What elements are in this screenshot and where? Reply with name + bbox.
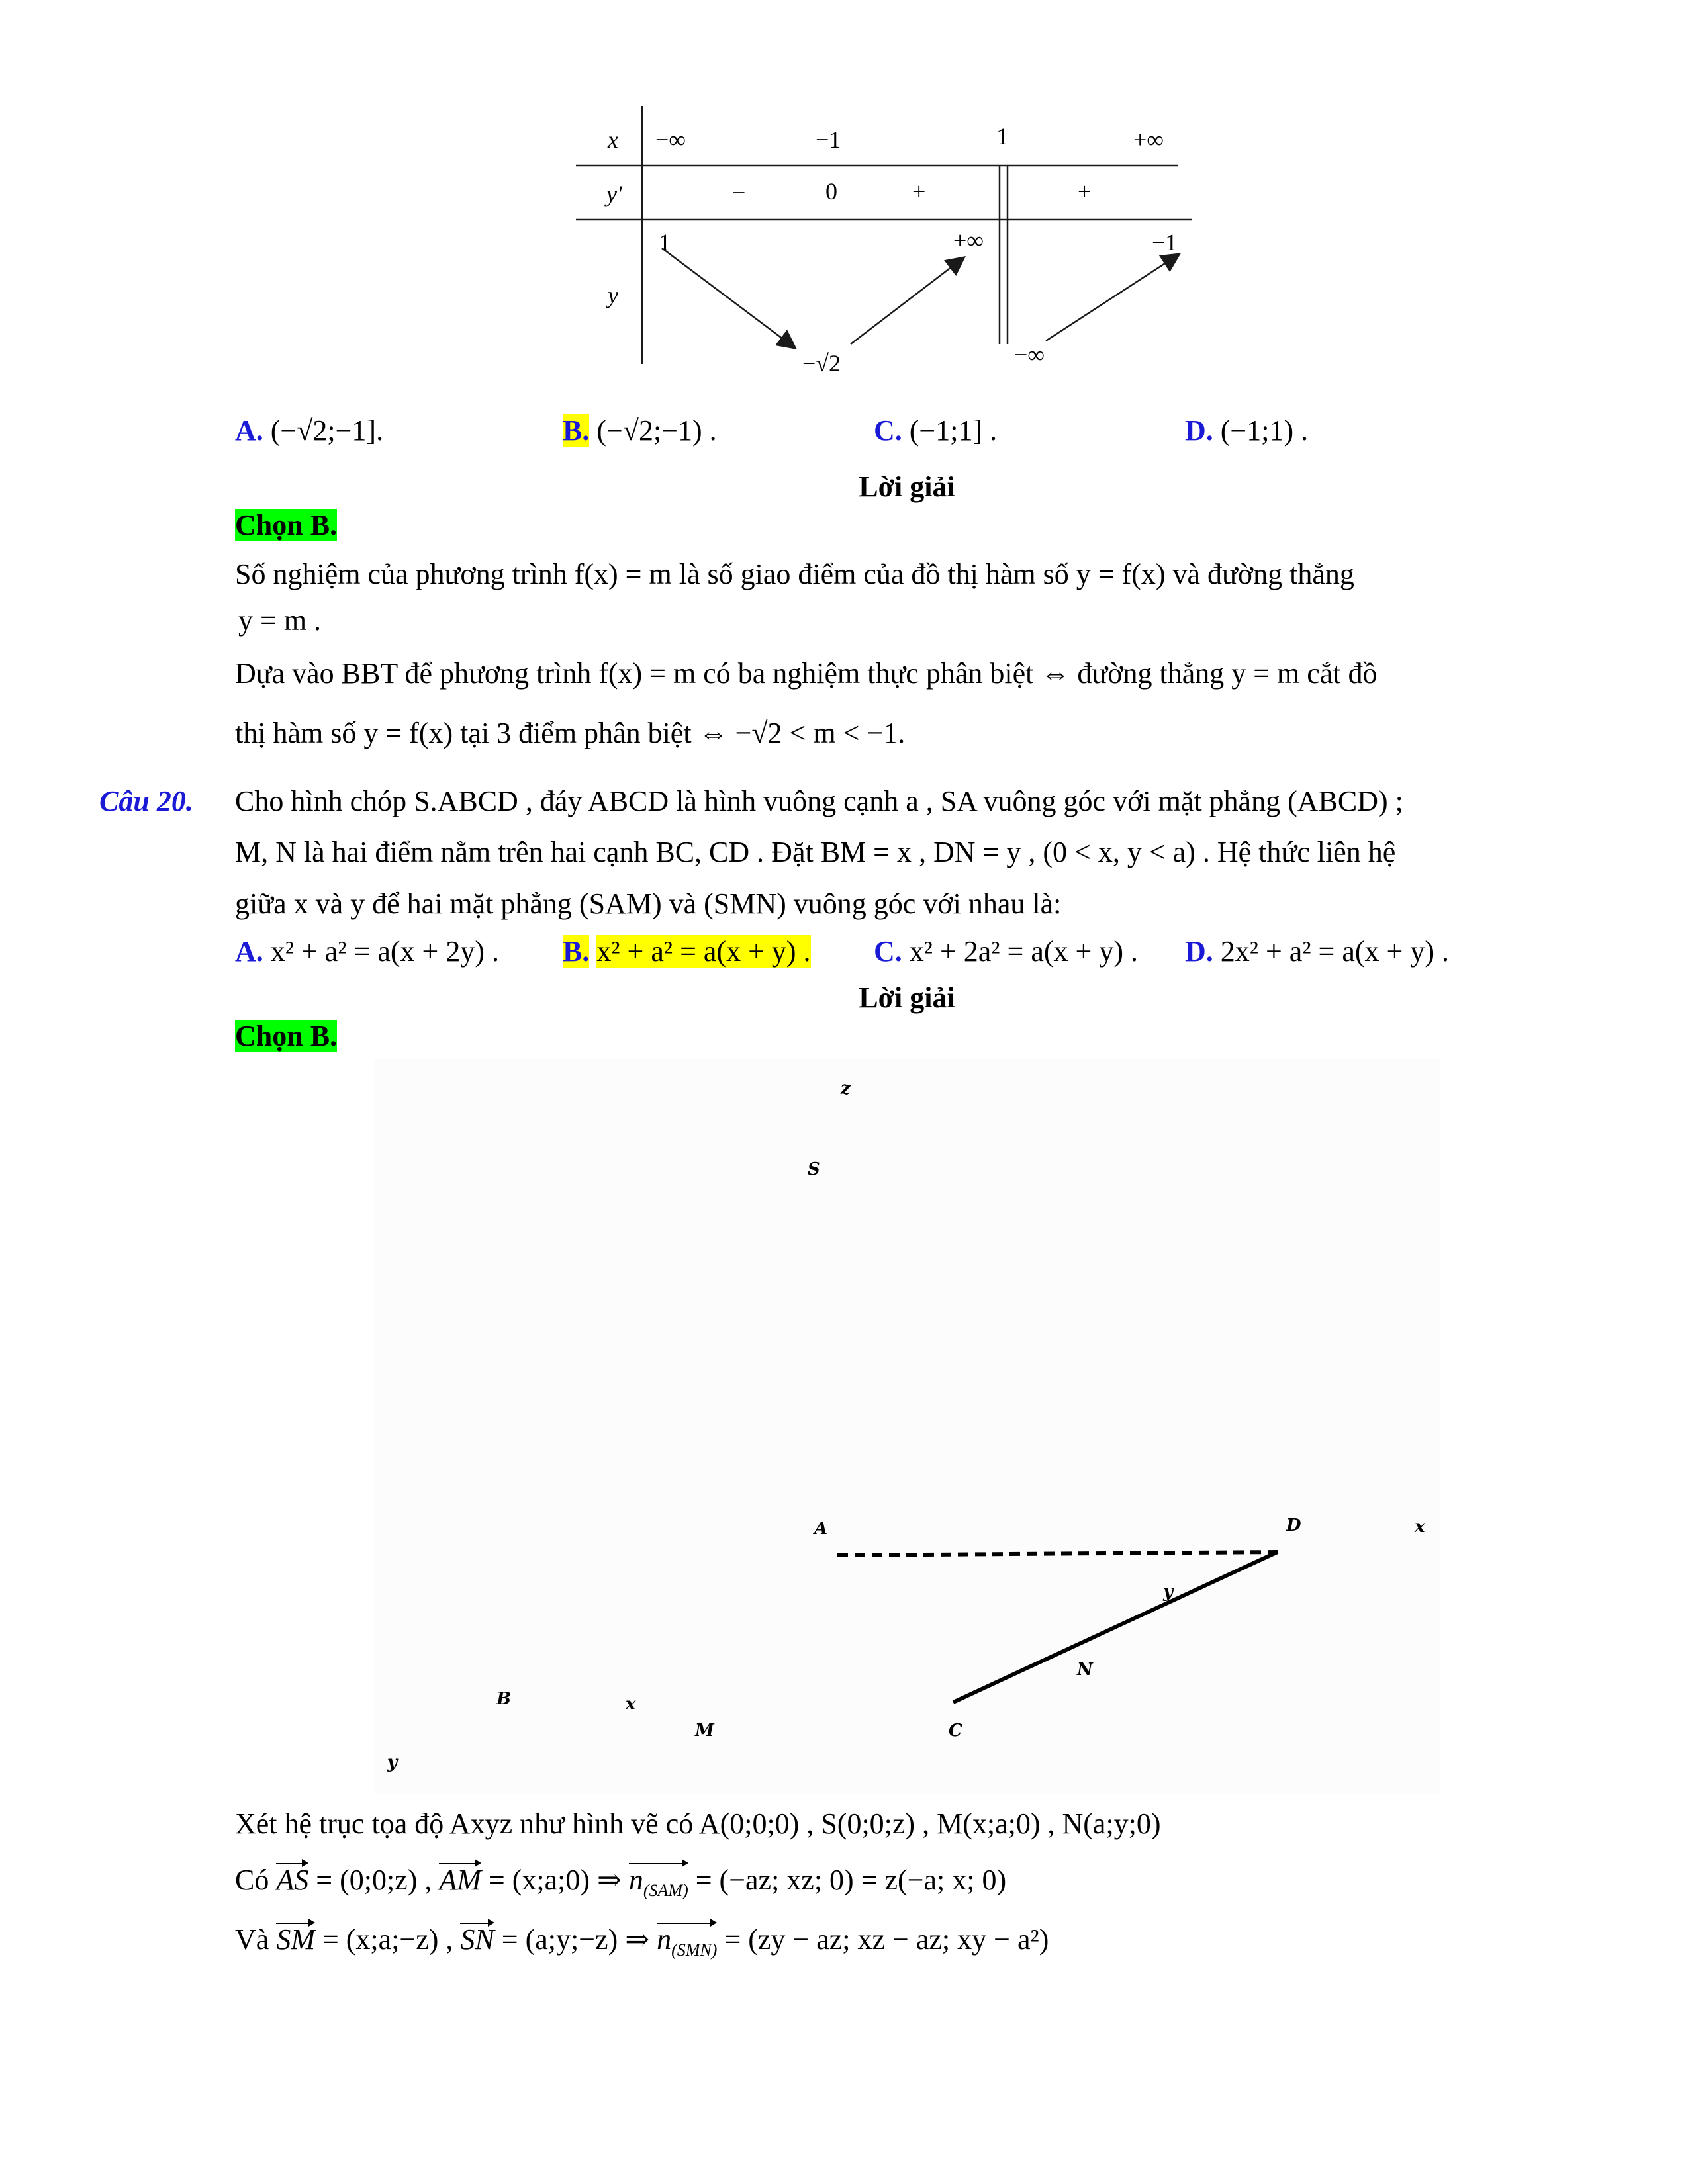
q19-solution-heading: Lời giải (859, 471, 955, 503)
q19-option-d-label: D. (1185, 414, 1213, 447)
q20-sol-line3 (235, 1923, 1049, 1960)
q20-sol3-pre: Và (235, 1923, 269, 1956)
q20-sol3-sn-val: = (a;y;−z) (501, 1923, 618, 1956)
fig-label-y-on-dn: y (1163, 1582, 1174, 1602)
normal-vector-sam (629, 1863, 688, 1901)
q19-line3: Dựa vào BBT để phương trình f(x) = m có ba nghiệm thực phân biệt ⇔ đường thẳng y = m cắt đồ (235, 657, 1378, 690)
fig-label-M: M (695, 1721, 714, 1741)
fig-label-S: S (808, 1160, 820, 1179)
bbt-row-yp: y′ (606, 181, 622, 207)
q20-option-b (563, 934, 811, 970)
fig-label-z: z (841, 1079, 851, 1099)
q19-option-a-text: (−√2;−1]. (270, 414, 384, 447)
pyramid-figure (374, 1059, 1440, 1794)
bbt-x-neg-one: −1 (816, 126, 841, 153)
fig-label-x-on-bc: x (626, 1694, 636, 1714)
q20-sol3-sm-val: = (x;a;−z) , (322, 1923, 453, 1956)
q20-sol2-pre: Có (235, 1864, 269, 1896)
q20-option-b-label: B. (563, 935, 590, 968)
bbt-row-y: y (608, 282, 618, 308)
fig-label-N: N (1077, 1660, 1093, 1680)
vector-sn: SN (460, 1923, 494, 1958)
q19-option-c-text: (−1;1] . (909, 414, 998, 447)
q20-sol-line2 (235, 1863, 1006, 1901)
implies-icon: ⇒ (597, 1864, 622, 1896)
q20-sol2-am-val: = (x;a;0) (488, 1864, 590, 1896)
q19-option-d-text: (−1;1) . (1220, 414, 1309, 447)
q19-line2: y = m . (238, 604, 322, 637)
normal-n: n (628, 1864, 643, 1896)
q19-option-b-text: (−√2;−1) . (596, 414, 717, 447)
bbt-yp-plus-1: + (912, 178, 926, 205)
q20-line1: Cho hình chóp S.ABCD , đáy ABCD là hình vuông cạnh a , SA vuông góc với mặt phẳng (ABCD) ; (235, 785, 1403, 817)
normal-n: n (657, 1923, 672, 1956)
bbt-y-one: 1 (659, 229, 671, 255)
q20-option-a-label: A. (235, 935, 263, 968)
q20-option-c-label: C. (874, 935, 902, 968)
implies-icon: ⇒ (625, 1923, 650, 1956)
q19-option-a-label: A. (235, 414, 263, 447)
normal-sam-subscript: (SAM) (643, 1880, 688, 1900)
bbt-yp-zero: 0 (825, 178, 837, 205)
q20-sol3-rest: = (zy − az; xz − az; xy − a²) (724, 1923, 1049, 1956)
bbt-yp-minus: − (732, 179, 746, 206)
q20-option-d-label: D. (1185, 935, 1213, 968)
vector-am: AM (439, 1863, 481, 1898)
bbt-x-neg-inf: −∞ (655, 126, 686, 153)
q20-option-a (235, 934, 499, 970)
bbt-row-x: x (608, 126, 618, 153)
fig-label-D: D (1286, 1516, 1301, 1535)
q20-option-d (1185, 934, 1449, 970)
q19-option-a (235, 414, 383, 449)
bbt-y-neg-inf: −∞ (1014, 341, 1045, 368)
q19-option-c-label: C. (874, 414, 902, 447)
q19-option-c (874, 414, 997, 449)
q19-choice: Chọn B. (235, 509, 338, 541)
q20-sol-line1: Xét hệ trục tọa độ Axyz như hình vẽ có A(0;0;0) , S(0;0;z) , M(x;a;0) , N(a;y;0) (235, 1807, 1161, 1840)
q19-option-b (563, 414, 717, 449)
bbt-x-pos-inf: +∞ (1133, 126, 1164, 153)
variation-table (569, 106, 1198, 384)
q20-option-b-text: x² + a² = a(x + y) . (596, 935, 811, 968)
fig-label-y-axis: y (387, 1752, 398, 1772)
q20-label: Câu 20. (99, 785, 193, 817)
q20-sol2-rest: = (−az; xz; 0) = z(−a; x; 0) (695, 1864, 1007, 1896)
pyramid-figure-lines (374, 1059, 1440, 1794)
normal-smn-subscript: (SMN) (671, 1940, 718, 1960)
q20-solution-heading: Lời giải (859, 981, 955, 1014)
bbt-x-one: 1 (996, 123, 1008, 150)
bbt-y-pos-inf: +∞ (953, 227, 984, 253)
q20-line3: giữa x và y để hai mặt phẳng (SAM) và (SMN) vuông góc với nhau là: (235, 887, 1062, 920)
fig-label-C: C (949, 1721, 962, 1741)
fig-label-B: B (496, 1689, 511, 1709)
fig-label-A: A (814, 1519, 828, 1539)
vector-as: AS (276, 1863, 308, 1898)
q19-option-b-label: B. (563, 414, 590, 447)
q20-sol2-as-val: = (0;0;z) , (316, 1864, 432, 1896)
q20-option-c-text: x² + 2a² = a(x + y) . (909, 935, 1138, 968)
q20-option-c (874, 934, 1138, 970)
q20-choice: Chọn B. (235, 1020, 338, 1052)
bbt-y-neg-one: −1 (1152, 229, 1178, 255)
bbt-y-neg-sqrt2: −√2 (802, 350, 841, 377)
q19-line1: Số nghiệm của phương trình f(x) = m là số giao điểm của đồ thị hàm số y = f(x) và đường thẳng (235, 558, 1354, 590)
q20-option-d-text: 2x² + a² = a(x + y) . (1220, 935, 1449, 968)
vector-sm: SM (276, 1923, 315, 1958)
fig-label-x-axis: x (1415, 1517, 1425, 1537)
bbt-yp-plus-2: + (1078, 178, 1092, 205)
q19-option-d (1185, 414, 1308, 449)
q19-line4: thị hàm số y = f(x) tại 3 điểm phân biệt ⇔ −√2 < m < −1. (235, 717, 906, 749)
q20-option-a-text: x² + a² = a(x + 2y) . (270, 935, 499, 968)
q20-line2: M, N là hai điểm nằm trên hai cạnh BC, CD . Đặt BM = x , DN = y , (0 < x, y < a) . Hệ thức liên hệ (235, 836, 1396, 868)
normal-vector-smn (657, 1923, 717, 1960)
